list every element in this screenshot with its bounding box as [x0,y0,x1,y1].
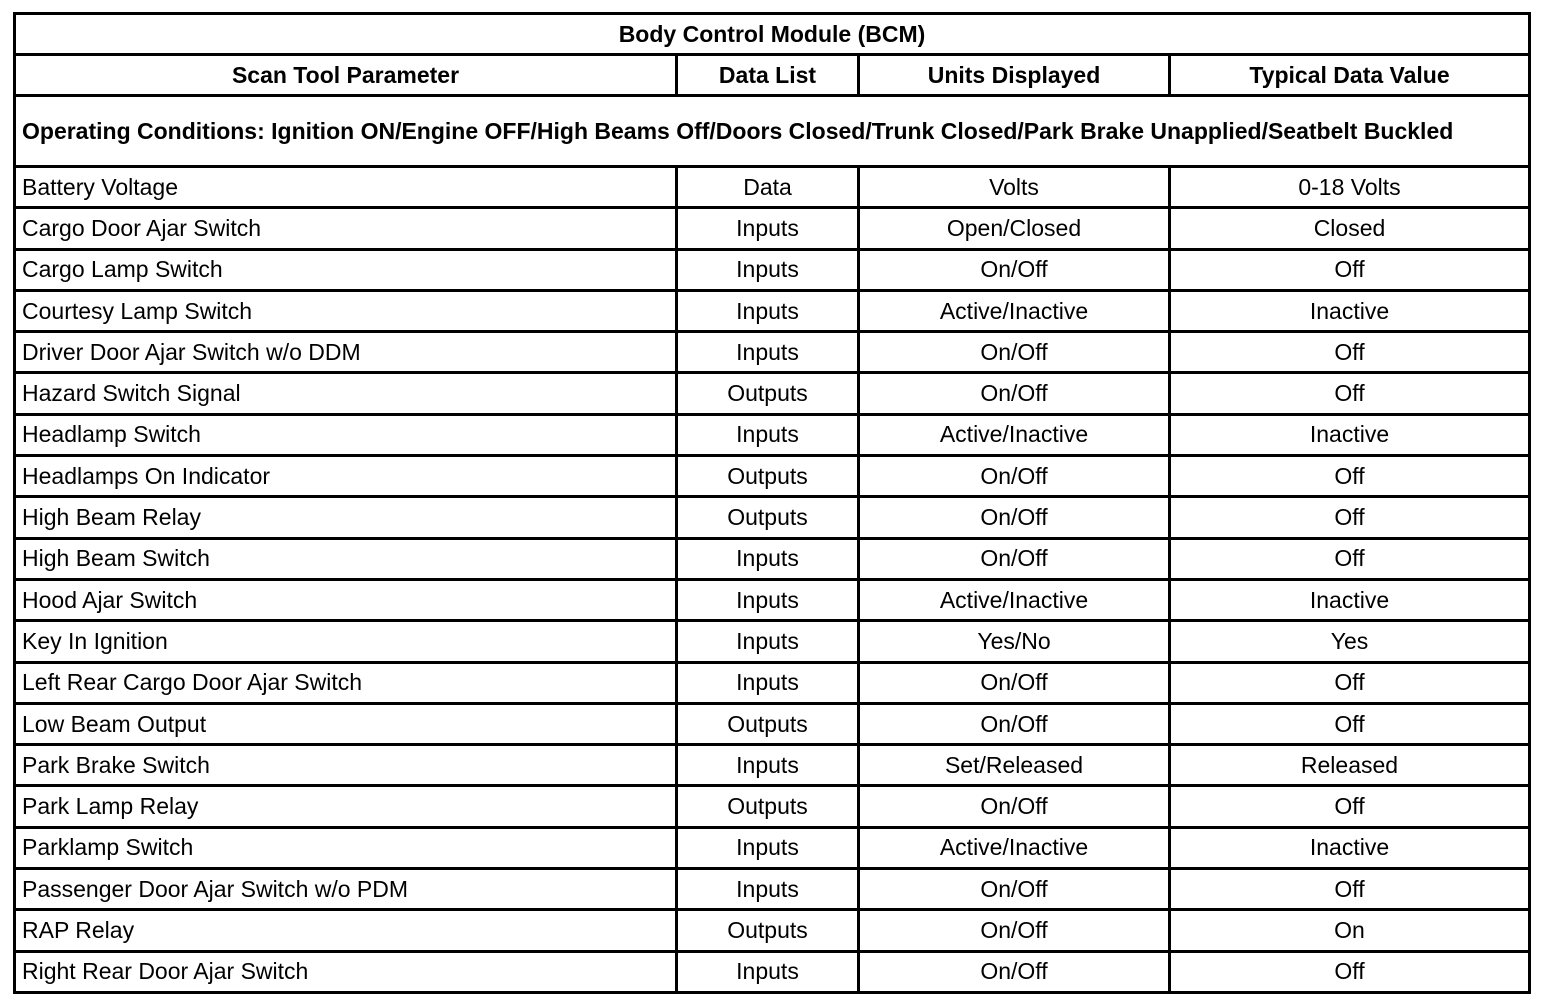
operating-conditions: Operating Conditions: Ignition ON/Engine OFF/High Beams Off/Doors Closed/Trunk Closed/Park Brake Unapplied/Seatbelt Buckled [15,96,1530,167]
cell-data-list: Inputs [677,951,859,992]
table-row [15,869,1530,910]
cell-units: On/Off [859,662,1170,703]
cell-typical-value: Off [1170,869,1530,910]
cell-parameter: Right Rear Door Ajar Switch [15,951,677,992]
cell-data-list: Outputs [677,456,859,497]
cell-parameter: Hood Ajar Switch [15,579,677,620]
cell-typical-value: Off [1170,703,1530,744]
cell-data-list: Outputs [677,373,859,414]
cell-units: On/Off [859,910,1170,951]
cell-units: On/Off [859,951,1170,992]
table-row [15,167,1530,208]
header-scan-tool-parameter: Scan Tool Parameter [15,55,677,96]
table-row [15,827,1530,868]
cell-units: On/Off [859,538,1170,579]
table-row [15,951,1530,992]
cell-units: On/Off [859,456,1170,497]
header-units-displayed: Units Displayed [859,55,1170,96]
table-row [15,745,1530,786]
cell-data-list: Outputs [677,497,859,538]
cell-typical-value: Off [1170,456,1530,497]
cell-units: Active/Inactive [859,827,1170,868]
header-typical-data-value: Typical Data Value [1170,55,1530,96]
cell-typical-value: Off [1170,497,1530,538]
cell-data-list: Inputs [677,662,859,703]
cell-parameter: Battery Voltage [15,167,677,208]
table-row [15,332,1530,373]
cell-typical-value: Off [1170,538,1530,579]
cell-parameter: Cargo Door Ajar Switch [15,208,677,249]
cell-units: On/Off [859,703,1170,744]
cell-units: On/Off [859,249,1170,290]
cell-units: Active/Inactive [859,414,1170,455]
table-row [15,621,1530,662]
bcm-data-table [13,12,1531,994]
cell-typical-value: Off [1170,249,1530,290]
cell-units: Yes/No [859,621,1170,662]
cell-parameter: Park Brake Switch [15,745,677,786]
cell-units: On/Off [859,869,1170,910]
cell-typical-value: Off [1170,332,1530,373]
cell-data-list: Inputs [677,208,859,249]
cell-parameter: RAP Relay [15,910,677,951]
cell-parameter: High Beam Relay [15,497,677,538]
cell-typical-value: Off [1170,662,1530,703]
cell-parameter: Cargo Lamp Switch [15,249,677,290]
cell-data-list: Outputs [677,703,859,744]
cell-data-list: Inputs [677,827,859,868]
table-row [15,208,1530,249]
cell-data-list: Inputs [677,621,859,662]
operating-conditions-row [15,96,1530,167]
cell-units: On/Off [859,373,1170,414]
cell-parameter: Headlamps On Indicator [15,456,677,497]
cell-parameter: Parklamp Switch [15,827,677,868]
cell-parameter: Courtesy Lamp Switch [15,290,677,331]
cell-typical-value: Closed [1170,208,1530,249]
table-row [15,579,1530,620]
cell-units: Set/Released [859,745,1170,786]
table-title: Body Control Module (BCM) [15,14,1530,55]
cell-typical-value: On [1170,910,1530,951]
cell-typical-value: Yes [1170,621,1530,662]
cell-typical-value: Off [1170,786,1530,827]
table-row [15,414,1530,455]
cell-parameter: Passenger Door Ajar Switch w/o PDM [15,869,677,910]
cell-data-list: Inputs [677,332,859,373]
cell-parameter: Park Lamp Relay [15,786,677,827]
cell-data-list: Inputs [677,538,859,579]
cell-typical-value: Off [1170,373,1530,414]
table-row [15,910,1530,951]
cell-parameter: Key In Ignition [15,621,677,662]
cell-typical-value: Inactive [1170,414,1530,455]
table-row [15,290,1530,331]
table-title-row [15,14,1530,55]
cell-typical-value: Inactive [1170,579,1530,620]
table-row [15,373,1530,414]
cell-units: Active/Inactive [859,579,1170,620]
cell-parameter: Driver Door Ajar Switch w/o DDM [15,332,677,373]
cell-parameter: Headlamp Switch [15,414,677,455]
table-row [15,456,1530,497]
cell-typical-value: Off [1170,951,1530,992]
cell-data-list: Inputs [677,414,859,455]
cell-data-list: Inputs [677,249,859,290]
table-row [15,538,1530,579]
cell-data-list: Inputs [677,869,859,910]
cell-typical-value: Inactive [1170,290,1530,331]
cell-parameter: Hazard Switch Signal [15,373,677,414]
cell-units: On/Off [859,497,1170,538]
cell-typical-value: Released [1170,745,1530,786]
cell-units: Active/Inactive [859,290,1170,331]
table-row [15,662,1530,703]
header-data-list: Data List [677,55,859,96]
cell-data-list: Inputs [677,290,859,331]
table-row [15,786,1530,827]
table-header-row [15,55,1530,96]
table-row [15,497,1530,538]
table-row [15,249,1530,290]
cell-parameter: Left Rear Cargo Door Ajar Switch [15,662,677,703]
cell-typical-value: 0-18 Volts [1170,167,1530,208]
cell-data-list: Inputs [677,745,859,786]
cell-units: On/Off [859,332,1170,373]
cell-parameter: Low Beam Output [15,703,677,744]
cell-data-list: Data [677,167,859,208]
cell-data-list: Outputs [677,910,859,951]
cell-typical-value: Inactive [1170,827,1530,868]
cell-parameter: High Beam Switch [15,538,677,579]
cell-data-list: Inputs [677,579,859,620]
table-row [15,703,1530,744]
cell-data-list: Outputs [677,786,859,827]
cell-units: On/Off [859,786,1170,827]
cell-units: Open/Closed [859,208,1170,249]
cell-units: Volts [859,167,1170,208]
